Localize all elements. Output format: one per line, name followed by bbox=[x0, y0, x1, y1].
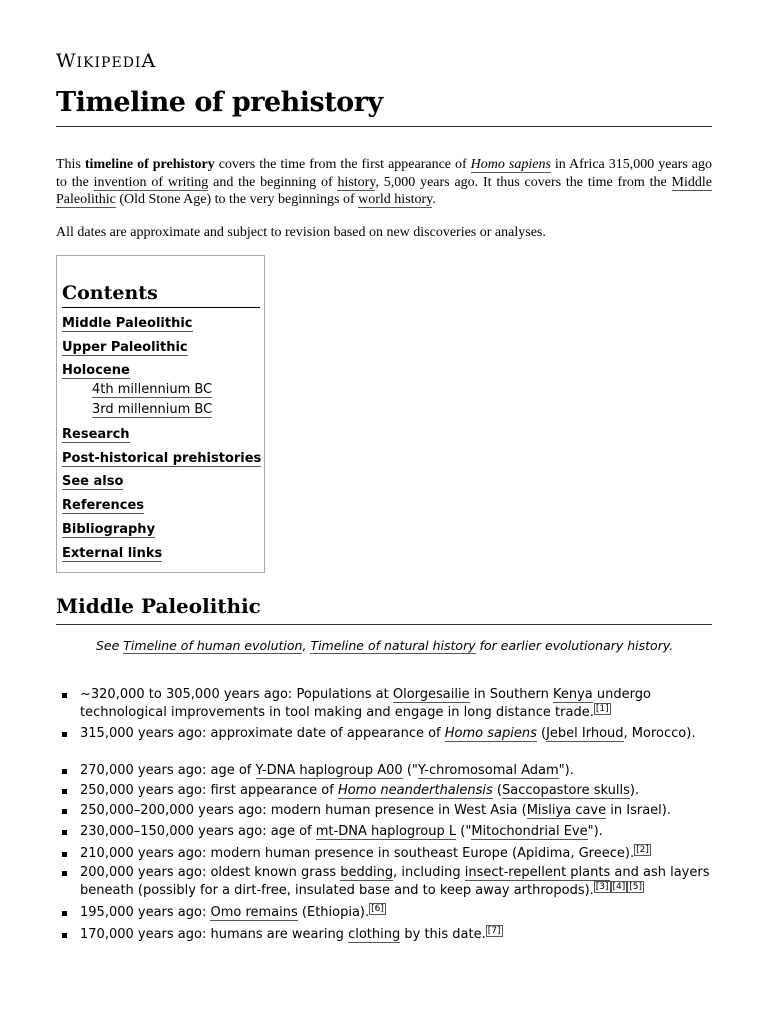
list-item: ~320,000 to 305,000 years ago: Populations at Olorgesailie in Southern Kenya undergo technological improvements in tool making and engage in long distance trade. [1] bbox=[80, 686, 710, 722]
link-misliya-cave[interactable]: Misliya cave bbox=[526, 803, 607, 818]
link-omo-remains[interactable]: Omo remains bbox=[210, 905, 298, 920]
list-item: 250,000–200,000 years ago: modern human presence in West Asia (Misliya cave in Israel). bbox=[80, 802, 710, 820]
link-homo-sapiens[interactable]: Homo sapiens bbox=[470, 157, 551, 172]
link-bedding[interactable]: bedding bbox=[340, 865, 394, 880]
hatnote: See Timeline of human evolution, Timeline of natural history for earlier evolutionary history. bbox=[96, 638, 674, 653]
link-clothing[interactable]: clothing bbox=[348, 927, 401, 942]
list-item: 230,000–150,000 years ago: age of mt-DNA haplogroup L ("Mitochondrial Eve"). bbox=[80, 823, 710, 841]
link-insect-repellent-plants[interactable]: insect-repellent plants bbox=[464, 865, 611, 880]
link-jebel-irhoud[interactable]: Jebel Irhoud bbox=[546, 726, 624, 741]
toc-item-research[interactable]: Research bbox=[62, 427, 130, 442]
intro-paragraph: This timeline of prehistory covers the time from the first appearance of Homo sapiens in Africa 315,000 years ago to the invention of writing and the beginning of history, 5,000 years ago. It thus covers the time from the Middle Paleolithic (Old Stone Age) to the very beginnings of world history. bbox=[56, 157, 712, 207]
link-y-dna-haplogroup-a00[interactable]: Y-DNA haplogroup A00 bbox=[255, 763, 403, 778]
toc-item-external-links[interactable]: External links bbox=[62, 546, 163, 561]
toc-item-4th-millennium-bc[interactable]: 4th millennium BC bbox=[92, 382, 213, 397]
link-homo-sapiens[interactable]: Homo sapiens bbox=[444, 726, 537, 741]
citation-link[interactable]: [1] bbox=[595, 703, 609, 714]
link-world-history[interactable]: world history bbox=[358, 192, 433, 207]
citation-link[interactable]: [6] bbox=[371, 903, 384, 914]
citation-link[interactable]: [2] bbox=[636, 844, 649, 855]
list-item: 195,000 years ago: Omo remains (Ethiopia). [6] bbox=[80, 904, 710, 922]
toc-item-holocene[interactable]: Holocene bbox=[62, 363, 130, 378]
toc-item-references[interactable]: References bbox=[62, 498, 145, 513]
list-item: 315,000 years ago: approximate date of appearance of Homo sapiens (Jebel Irhoud, Morocco). bbox=[80, 725, 710, 743]
toc-item-upper-paleolithic[interactable]: Upper Paleolithic bbox=[62, 340, 188, 355]
bold-term: timeline of prehistory bbox=[84, 157, 215, 172]
citation-link[interactable]: [3] bbox=[595, 881, 609, 892]
link-invention-of-writing[interactable]: invention of writing bbox=[93, 174, 209, 190]
link-saccopastore-skulls[interactable]: Saccopastore skulls bbox=[502, 783, 630, 798]
list-item: 250,000 years ago: first appearance of Homo neanderthalensis (Saccopastore skulls). bbox=[80, 782, 710, 800]
link-timeline-natural-history[interactable]: Timeline of natural history bbox=[310, 638, 476, 653]
dates-note: All dates are approximate and subject to revision based on new discoveries or analyses. bbox=[56, 225, 546, 240]
link-homo-neanderthalensis[interactable]: Homo neanderthalensis bbox=[337, 783, 493, 798]
link-middle-paleolithic[interactable]: Middle Paleolithic bbox=[56, 174, 712, 207]
citation-link[interactable]: [5] bbox=[629, 881, 643, 892]
toc-item-see-also[interactable]: See also bbox=[62, 474, 124, 489]
link-history[interactable]: history bbox=[337, 174, 376, 190]
toc-item-post-historical-prehistories[interactable]: Post-historical prehistories bbox=[62, 451, 262, 466]
logo-smallcaps: IKIPEDI bbox=[76, 55, 142, 71]
table-of-contents bbox=[56, 255, 265, 573]
citation-link[interactable]: [7] bbox=[487, 925, 501, 936]
link-kenya[interactable]: Kenya bbox=[553, 687, 593, 702]
logo-letter: A bbox=[141, 50, 157, 72]
list-item: 170,000 years ago: humans are wearing clothing by this date. [7] bbox=[80, 926, 710, 944]
link-mitochondrial-eve[interactable]: Mitochondrial Eve bbox=[471, 824, 588, 839]
link-timeline-human-evolution[interactable]: Timeline of human evolution bbox=[123, 638, 303, 653]
toc-title: Contents bbox=[62, 282, 260, 308]
toc-item-3rd-millennium-bc[interactable]: 3rd millennium BC bbox=[92, 402, 213, 417]
citation-link[interactable]: [4] bbox=[612, 881, 626, 892]
page-title: Timeline of prehistory bbox=[56, 86, 712, 127]
link-mt-dna-haplogroup-l[interactable]: mt-DNA haplogroup L bbox=[315, 824, 457, 839]
logo-letter: W bbox=[56, 50, 77, 72]
link-y-chromosomal-adam[interactable]: Y-chromosomal Adam bbox=[417, 763, 559, 778]
wikipedia-logo[interactable] bbox=[56, 50, 156, 72]
link-olorgesailie[interactable]: Olorgesailie bbox=[392, 687, 470, 702]
list-item: 270,000 years ago: age of Y-DNA haplogroup A00 ("Y-chromosomal Adam"). bbox=[80, 762, 710, 780]
toc-item-bibliography[interactable]: Bibliography bbox=[62, 522, 156, 537]
toc-item-middle-paleolithic[interactable]: Middle Paleolithic bbox=[62, 316, 193, 331]
list-item: 200,000 years ago: oldest known grass bedding, including insect-repellent plants and ash layers beneath (possibly for a dirt-free, insulated base and to keep away arthropods). [3] [4] [5] bbox=[80, 865, 710, 898]
list-item: 210,000 years ago: modern human presence in southeast Europe (Apidima, Greece). [2] bbox=[80, 845, 710, 863]
section-heading-middle-paleolithic: Middle Paleolithic bbox=[56, 594, 712, 625]
